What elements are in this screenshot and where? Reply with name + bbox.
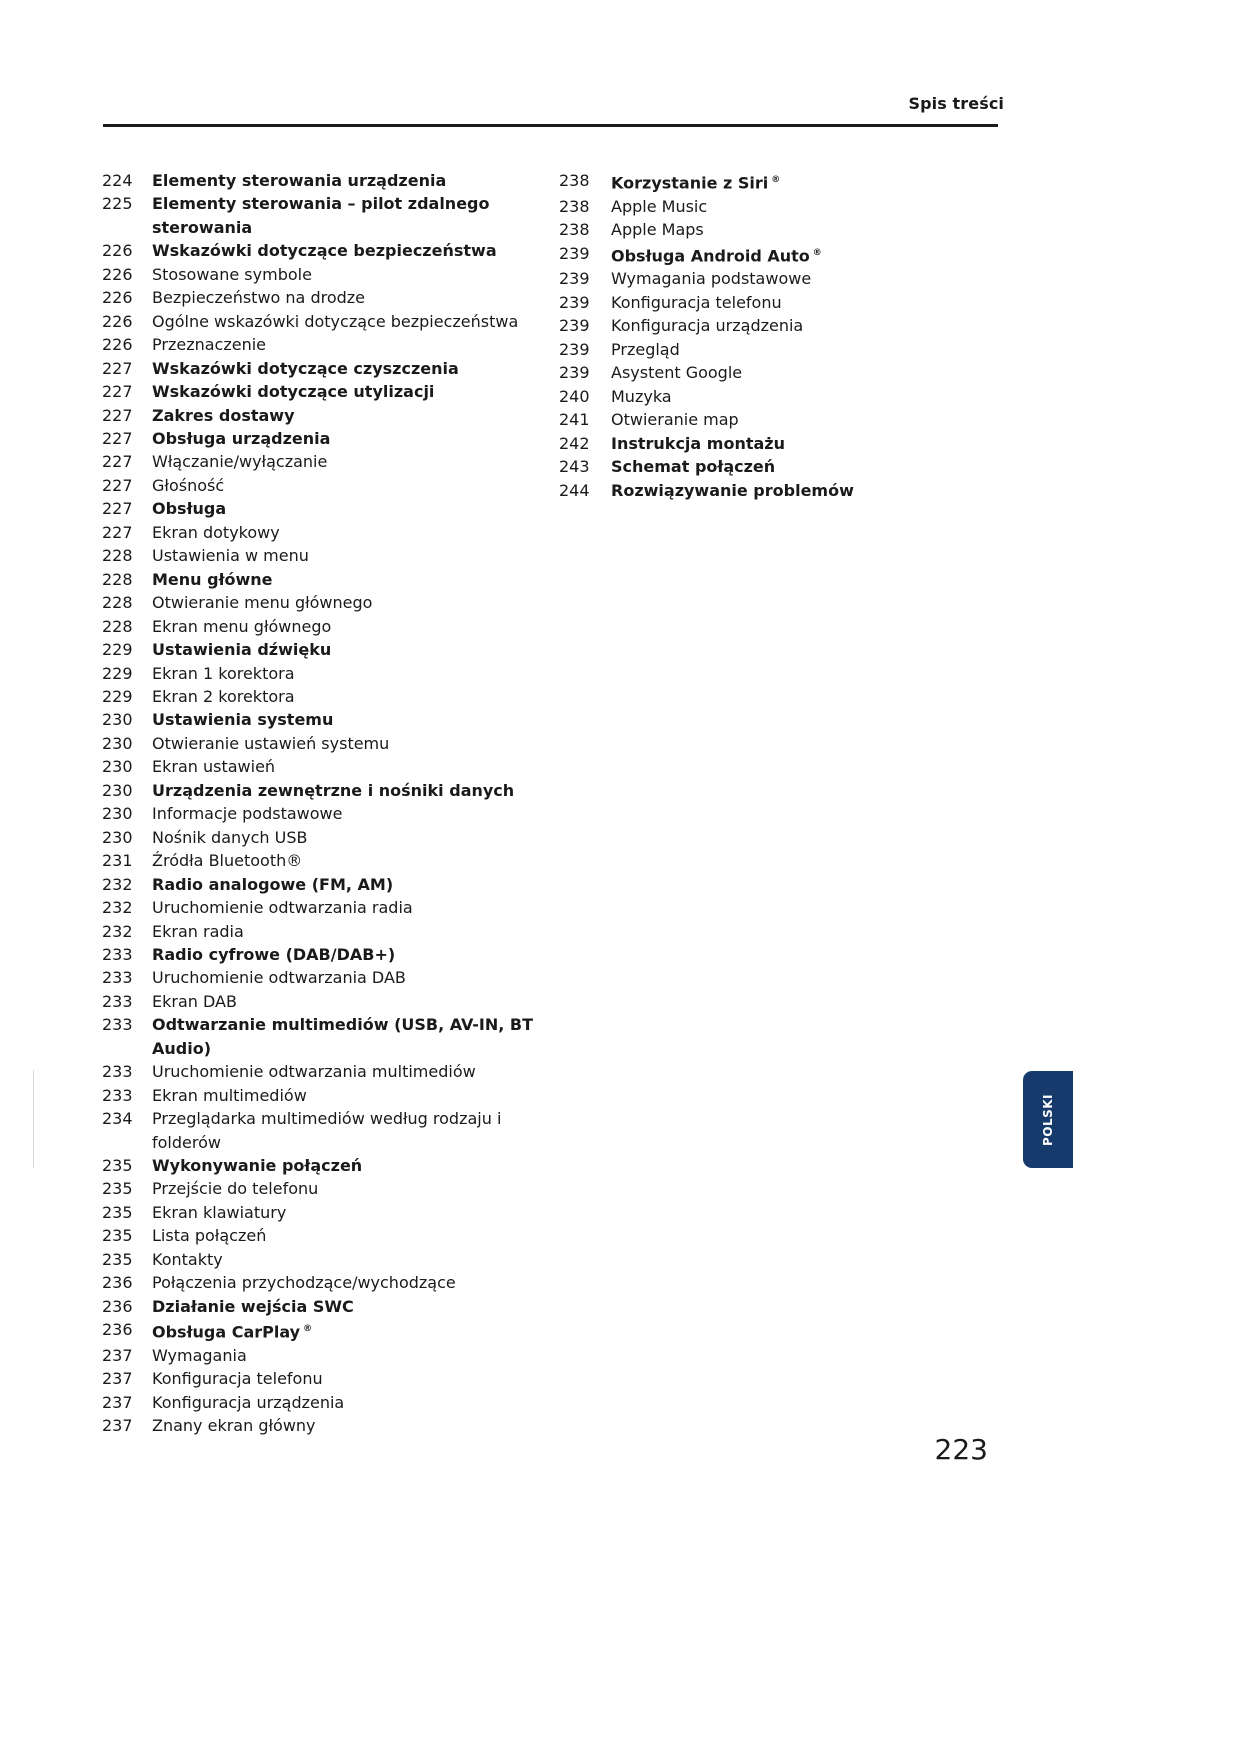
toc-page-number: 233 (102, 1085, 133, 1105)
header-divider (103, 124, 998, 127)
toc-entry-title: Przeznaczenie (152, 335, 266, 355)
toc-entry-title-wrap (611, 385, 859, 408)
toc-entry-title-wrap (152, 1318, 552, 1344)
toc-entry (102, 1224, 552, 1247)
toc-page-number: 243 (559, 457, 590, 477)
toc-entry (559, 218, 859, 241)
toc-page-number: 234 (102, 1109, 133, 1129)
toc-entry-title-wrap (152, 708, 552, 731)
toc-entry-title: Ekran klawiatury (152, 1202, 287, 1222)
toc-entry (102, 1391, 552, 1414)
toc-entry-title-wrap (152, 239, 552, 262)
section-title: Spis treści (908, 94, 1004, 113)
toc-entry-title-wrap (152, 1271, 552, 1294)
toc-entry-title-wrap (152, 873, 552, 896)
toc-page-number: 236 (102, 1320, 133, 1340)
toc-entry (102, 615, 552, 638)
toc-page-number: 235 (102, 1202, 133, 1222)
toc-page-number: 239 (559, 316, 590, 336)
toc-entry-title: Przejście do telefonu (152, 1179, 319, 1199)
toc-entry-title: Obsługa urządzenia (152, 428, 331, 448)
toc-entry (102, 779, 552, 802)
toc-page-number: 227 (102, 475, 133, 495)
toc-entry (102, 990, 552, 1013)
toc-page-number: 233 (102, 944, 133, 964)
toc-page-number: 224 (102, 171, 133, 190)
toc-page-number: 228 (102, 616, 133, 636)
toc-entry (102, 521, 552, 544)
registered-mark: ® (812, 247, 822, 258)
toc-page-number: 230 (102, 757, 133, 777)
toc-entry-title: Uruchomienie odtwarzania multimediów (152, 1062, 476, 1082)
toc-page-number: 230 (102, 710, 133, 730)
toc-entry (102, 966, 552, 989)
toc-page-number: 236 (102, 1273, 133, 1293)
margin-line (33, 1070, 34, 1168)
toc-entry-title: Wskazówki dotyczące czyszczenia (152, 358, 459, 378)
toc-entry-title: Konfiguracja urządzenia (611, 316, 804, 336)
toc-entry (102, 708, 552, 731)
toc-entry-title-wrap (152, 966, 552, 989)
toc-entry-title: Asystent Google (611, 363, 743, 383)
toc-entry-title: Nośnik danych USB (152, 827, 308, 847)
toc-entry (559, 242, 859, 268)
toc-entry (102, 1013, 552, 1060)
toc-entry-title-wrap (152, 1391, 552, 1414)
toc-entry (102, 1344, 552, 1367)
toc-entry (102, 685, 552, 708)
toc-entry-title: Muzyka (611, 386, 672, 406)
toc-entry-title: Ekran multimediów (152, 1085, 307, 1105)
toc-page-number: 227 (102, 382, 133, 402)
toc-entry-title: Ustawienia w menu (152, 546, 309, 566)
toc-entry (559, 361, 859, 384)
toc-entry-title-wrap (152, 1367, 552, 1390)
toc-entry (102, 732, 552, 755)
toc-page-number: 239 (559, 339, 590, 359)
toc-entry-title: Działanie wejścia SWC (152, 1296, 354, 1316)
toc-page-number: 237 (102, 1369, 133, 1389)
toc-entry-title-wrap (152, 404, 552, 427)
toc-page-number: 226 (102, 241, 133, 261)
toc-entry-title: Ustawienia systemu (152, 710, 334, 730)
toc-entry (102, 544, 552, 567)
toc-entry-title: Wymagania podstawowe (611, 269, 812, 289)
toc-page-number: 227 (102, 499, 133, 519)
toc-entry (559, 338, 859, 361)
toc-entry-title-wrap (152, 591, 552, 614)
toc-page-number: 230 (102, 780, 133, 800)
toc-entry (102, 286, 552, 309)
toc-entry-title-wrap (152, 920, 552, 943)
toc-page-number: 227 (102, 405, 133, 425)
toc-entry-title: Lista połączeń (152, 1226, 267, 1246)
toc-page-number: 230 (102, 804, 133, 824)
toc-entry (102, 1318, 552, 1344)
toc-entry-title-wrap (152, 615, 552, 638)
toc-entry (102, 1177, 552, 1200)
toc-entry (102, 1248, 552, 1271)
toc-page-number: 229 (102, 663, 133, 683)
toc-entry-title: Kontakty (152, 1249, 223, 1269)
toc-entry-title-wrap (152, 310, 552, 333)
toc-page-number: 233 (102, 1015, 133, 1035)
toc-entry-title-wrap (152, 1177, 552, 1200)
toc-entry-title: Ekran menu głównego (152, 616, 332, 636)
toc-entry-title: Ustawienia dźwięku (152, 640, 332, 660)
language-tab (1023, 1071, 1073, 1168)
toc-page-number: 229 (102, 640, 133, 660)
toc-entry-title-wrap (611, 267, 859, 290)
toc-entry-title: Połączenia przychodzące/wychodzące (152, 1273, 456, 1293)
toc-entry-title: Schemat połączeń (611, 457, 776, 477)
toc-entry-title-wrap (152, 732, 552, 755)
toc-page-number: 242 (559, 433, 590, 453)
toc-entry-title: Ekran dotykowy (152, 522, 280, 542)
toc-entry-title-wrap (152, 1084, 552, 1107)
toc-entry (559, 432, 859, 455)
toc-entry-title: Korzystanie z Siri (611, 173, 769, 193)
toc-entry (102, 920, 552, 943)
toc-page-number: 227 (102, 452, 133, 472)
toc-page-number: 235 (102, 1226, 133, 1246)
toc-entry-title-wrap (611, 195, 859, 218)
toc-entry-title: Zakres dostawy (152, 405, 295, 425)
toc-entry-title: Ekran 1 korektora (152, 663, 295, 683)
toc-entry-title: Ekran 2 korektora (152, 686, 295, 706)
toc-entry-title-wrap (152, 802, 552, 825)
toc-entry-title: Otwieranie map (611, 410, 739, 430)
toc-entry-title: Urządzenia zewnętrzne i nośniki danych (152, 780, 515, 800)
toc-entry (102, 1154, 552, 1177)
toc-page-number: 240 (559, 386, 590, 406)
toc-entry (102, 1107, 552, 1154)
toc-entry-title-wrap (152, 779, 552, 802)
toc-entry (102, 333, 552, 356)
toc-entry-title: Elementy sterowania – pilot zdalnego sterowania (152, 194, 490, 237)
toc-entry-title: Ekran ustawień (152, 757, 276, 777)
toc-entry-title: Stosowane symbole (152, 264, 312, 284)
toc-page-number: 237 (102, 1345, 133, 1365)
toc-entry (102, 497, 552, 520)
toc-entry-title-wrap (152, 568, 552, 591)
toc-entry (559, 455, 859, 478)
toc-page-number: 228 (102, 593, 133, 613)
toc-entry (102, 380, 552, 403)
toc-entry-title: Obsługa Android Auto (611, 246, 810, 266)
toc-entry-title: Apple Maps (611, 220, 704, 240)
toc-entry-title-wrap (152, 1224, 552, 1247)
toc-entry-title-wrap (152, 826, 552, 849)
toc-entry (102, 896, 552, 919)
toc-entry (559, 291, 859, 314)
toc-entry-title-wrap (152, 755, 552, 778)
toc-entry-title: Wskazówki dotyczące utylizacji (152, 382, 435, 402)
language-tab-label: POLSKI (1041, 1093, 1055, 1146)
toc-entry (102, 474, 552, 497)
toc-entry-title-wrap (611, 479, 859, 502)
toc-entry (102, 239, 552, 262)
toc-entry-title: Menu główne (152, 569, 273, 589)
toc-entry-title: Przegląd (611, 339, 680, 359)
toc-entry-title: Konfiguracja telefonu (611, 292, 782, 312)
toc-page-number: 227 (102, 522, 133, 542)
toc-entry-title-wrap (611, 432, 859, 455)
toc-entry-title-wrap (152, 450, 552, 473)
toc-page-number: 228 (102, 569, 133, 589)
toc-page-number: 226 (102, 264, 133, 284)
toc-entry-title: Obsługa (152, 499, 227, 519)
toc-entry (102, 662, 552, 685)
toc-page-number: 230 (102, 733, 133, 753)
toc-entry-title: Konfiguracja telefonu (152, 1369, 323, 1389)
toc-entry-title-wrap (611, 455, 859, 478)
toc-left-column (102, 169, 552, 1438)
toc-entry-title-wrap (152, 1344, 552, 1367)
toc-entry-title-wrap (152, 1107, 552, 1154)
toc-entry-title-wrap (611, 314, 859, 337)
page-number: 223 (934, 1433, 988, 1466)
toc-entry-title-wrap (152, 1295, 552, 1318)
toc-entry (102, 1414, 552, 1437)
toc-entry-title-wrap (611, 242, 859, 268)
toc-entry-title-wrap (611, 218, 859, 241)
toc-page-number: 233 (102, 968, 133, 988)
toc-entry-title: Informacje podstawowe (152, 804, 343, 824)
toc-entry (102, 826, 552, 849)
toc-entry (559, 195, 859, 218)
toc-entry-title: Bezpieczeństwo na drodze (152, 288, 366, 308)
toc-entry-title-wrap (152, 286, 552, 309)
toc-page-number: 231 (102, 851, 133, 871)
toc-entry (559, 267, 859, 290)
toc-entry-title: Włączanie/wyłączanie (152, 452, 328, 472)
toc-entry-title: Apple Music (611, 196, 708, 216)
toc-entry-title: Otwieranie menu głównego (152, 593, 373, 613)
toc-page-number: 239 (559, 363, 590, 383)
toc-page-number: 230 (102, 827, 133, 847)
toc-entry (102, 192, 552, 239)
toc-entry-title-wrap (152, 638, 552, 661)
toc-entry (102, 310, 552, 333)
toc-entry (102, 943, 552, 966)
toc-entry-title-wrap (152, 474, 552, 497)
toc-page-number: 232 (102, 874, 133, 894)
toc-entry (102, 1295, 552, 1318)
toc-entry-title: Konfiguracja urządzenia (152, 1392, 345, 1412)
toc-entry-title: Ekran radia (152, 921, 244, 941)
toc-entry-title-wrap (152, 544, 552, 567)
toc-entry-title: Wymagania (152, 1345, 247, 1365)
toc-entry-title: Głośność (152, 475, 225, 495)
registered-mark: ® (303, 1324, 313, 1335)
toc-entry-title-wrap (611, 291, 859, 314)
toc-entry (559, 169, 859, 195)
toc-entry-title: Obsługa CarPlay (152, 1322, 301, 1342)
toc-page-number: 227 (102, 358, 133, 378)
toc-entry-title-wrap (152, 1248, 552, 1271)
toc-entry (559, 408, 859, 431)
toc-entry-title-wrap (152, 521, 552, 544)
toc-entry (102, 263, 552, 286)
toc-entry-title-wrap (152, 662, 552, 685)
toc-entry-title: Elementy sterowania urządzenia (152, 171, 447, 190)
toc-entry-title: Przeglądarka multimediów według rodzaju i folderów (152, 1109, 502, 1152)
toc-entry-title: Odtwarzanie multimediów (USB, AV-IN, BT Audio) (152, 1015, 533, 1058)
toc-entry (102, 849, 552, 872)
toc-entry-title-wrap (152, 427, 552, 450)
toc-entry-title-wrap (611, 169, 859, 195)
toc-entry-title-wrap (611, 361, 859, 384)
toc-entry-title-wrap (152, 990, 552, 1013)
toc-entry-title-wrap (152, 380, 552, 403)
toc-entry-title-wrap (152, 685, 552, 708)
toc-entry-title-wrap (152, 1414, 552, 1437)
toc-entry-title: Rozwiązywanie problemów (611, 480, 854, 500)
toc-page-number: 233 (102, 1062, 133, 1082)
toc-entry-title-wrap (152, 1060, 552, 1083)
toc-entry (102, 450, 552, 473)
toc-entry (102, 638, 552, 661)
toc-entry (102, 568, 552, 591)
toc-page-number: 235 (102, 1179, 133, 1199)
toc-entry (102, 1367, 552, 1390)
toc-entry-title-wrap (152, 1013, 552, 1060)
toc-page-number: 238 (559, 196, 590, 216)
toc-entry-title: Źródła Bluetooth® (152, 851, 303, 871)
toc-page-number: 238 (559, 220, 590, 240)
toc-page-number: 232 (102, 898, 133, 918)
toc-entry (102, 802, 552, 825)
toc-entry (102, 1201, 552, 1224)
toc-entry-title-wrap (152, 192, 552, 239)
toc-entry-title: Otwieranie ustawień systemu (152, 733, 390, 753)
toc-entry (102, 427, 552, 450)
toc-entry (102, 1084, 552, 1107)
toc-entry (102, 1060, 552, 1083)
toc-entry-title: Wykonywanie połączeń (152, 1156, 363, 1176)
toc-entry-title: Ekran DAB (152, 991, 237, 1011)
toc-entry (559, 314, 859, 337)
toc-entry-title: Radio analogowe (FM, AM) (152, 874, 394, 894)
toc-page-number: 241 (559, 410, 590, 430)
toc-page-number: 244 (559, 480, 590, 500)
toc-page-number: 228 (102, 546, 133, 566)
toc-page-number: 235 (102, 1249, 133, 1269)
toc-page-number: 232 (102, 921, 133, 941)
toc-page-number: 226 (102, 311, 133, 331)
toc-page-number: 239 (559, 292, 590, 312)
toc-entry-title-wrap (152, 357, 552, 380)
toc-entry (102, 873, 552, 896)
toc-entry (102, 357, 552, 380)
toc-entry-title: Instrukcja montażu (611, 433, 785, 453)
toc-page-number: 227 (102, 428, 133, 448)
toc-entry-title: Wskazówki dotyczące bezpieczeństwa (152, 241, 497, 261)
registered-mark: ® (771, 175, 781, 185)
toc-entry (559, 385, 859, 408)
toc-page-number: 237 (102, 1416, 133, 1436)
toc-page-number: 229 (102, 686, 133, 706)
toc-entry-title-wrap (152, 896, 552, 919)
toc-entry-title-wrap (152, 333, 552, 356)
toc-page-number: 226 (102, 335, 133, 355)
toc-entry-title-wrap (152, 263, 552, 286)
toc-entry-title-wrap (152, 497, 552, 520)
toc-page-number: 226 (102, 288, 133, 308)
toc-entry-title-wrap (152, 943, 552, 966)
toc-entry-title: Ogólne wskazówki dotyczące bezpieczeństwa (152, 311, 519, 331)
toc-entry-title: Uruchomienie odtwarzania radia (152, 898, 413, 918)
toc-entry-title-wrap (152, 849, 552, 872)
toc-entry (559, 479, 859, 502)
toc-entry-title-wrap (152, 1154, 552, 1177)
toc-entry-title-wrap (152, 1201, 552, 1224)
toc-entry-title: Znany ekran główny (152, 1416, 316, 1436)
toc-page-number: 238 (559, 171, 590, 190)
toc-entry (102, 755, 552, 778)
toc-page-number: 236 (102, 1296, 133, 1316)
toc-page-number: 235 (102, 1156, 133, 1176)
toc-page-number: 237 (102, 1392, 133, 1412)
toc-entry (102, 169, 552, 192)
toc-right-column (559, 169, 859, 502)
toc-entry-title: Radio cyfrowe (DAB/DAB+) (152, 944, 396, 964)
toc-entry-title-wrap (611, 338, 859, 361)
toc-entry (102, 1271, 552, 1294)
toc-entry-title-wrap (611, 408, 859, 431)
toc-entry (102, 591, 552, 614)
toc-page-number: 225 (102, 194, 133, 214)
toc-page-number: 233 (102, 991, 133, 1011)
toc-page-number: 239 (559, 269, 590, 289)
toc-entry (102, 404, 552, 427)
toc-entry-title-wrap (152, 169, 552, 192)
toc-page-number: 239 (559, 243, 590, 263)
toc-entry-title: Uruchomienie odtwarzania DAB (152, 968, 406, 988)
